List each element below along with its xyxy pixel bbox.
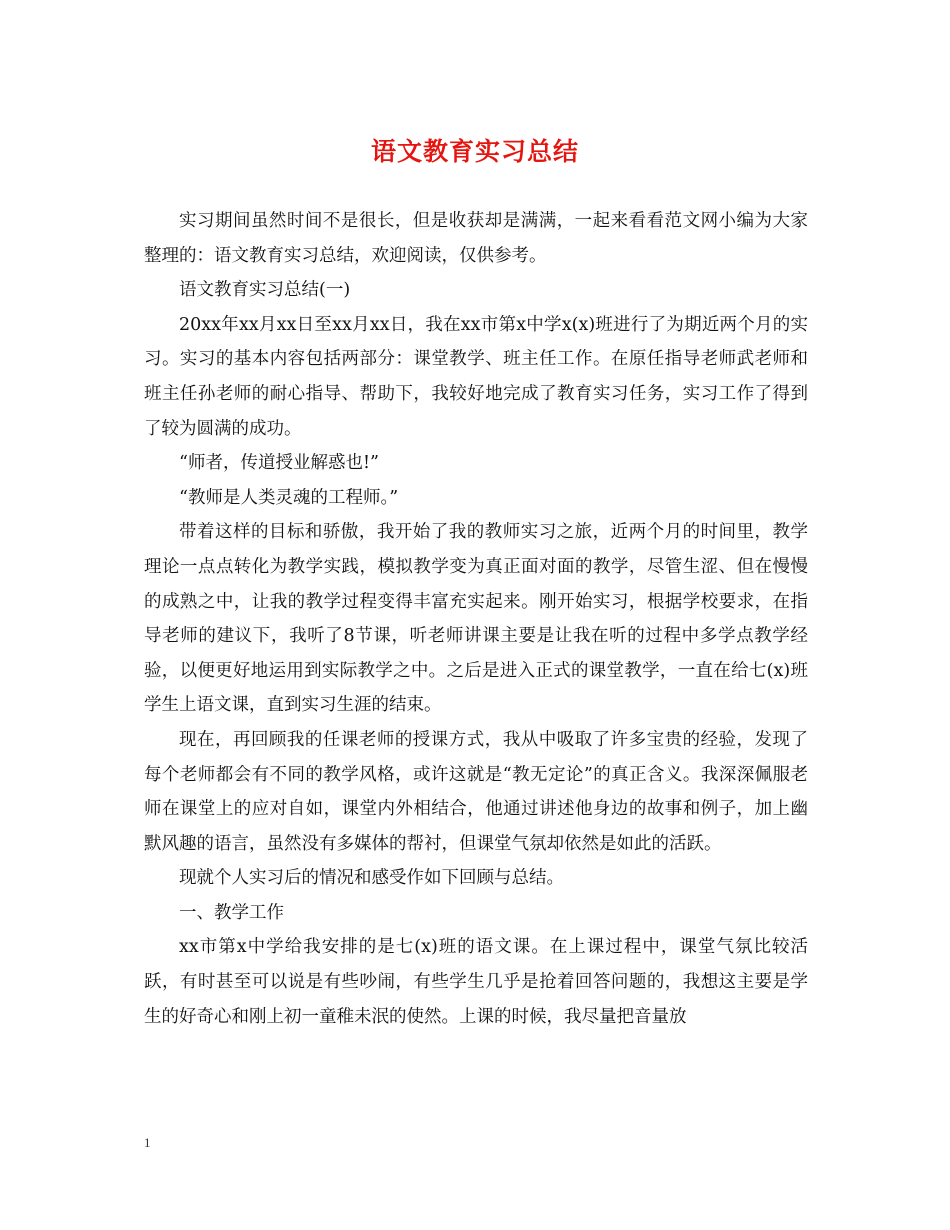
paragraph-section-heading: 语文教育实习总结(一) bbox=[179, 280, 351, 301]
paragraph-internship-overview: 20xx年xx月xx日至xx月xx日，我在xx市第x中学x(x)班进行了为期近两个月的实习。实习的基本内容包括两部分：课堂教学、班主任工作。在原任指导老师武老师和班主任孙老师的耐心指导、帮助下，我较好地完成了教育实习任务，实习工作了得到了较为圆满的成功。 bbox=[144, 314, 808, 439]
paragraph-journey: 带着这样的目标和骄傲，我开始了我的教师实习之旅，近两个月的时间里，教学理论一点点转化为教学实践，模拟教学变为真正面对面的教学，尽管生涩、但在慢慢的成熟之中，让我的教学过程变得丰富充实起来。刚开始实习，根据学校要求，在指导老师的建议下，我听了8节课，听老师讲课主要是让我在听的过程中多学点教学经验，以便更好地运用到实际教学之中。之后是进入正式的课堂教学，一直在给七(x)班学生上语文课，直到实习生涯的结束。 bbox=[144, 522, 808, 716]
paragraph-summary-intro: 现就个人实习后的情况和感受作如下回顾与总结。 bbox=[179, 868, 564, 889]
paragraph-reflection: 现在，再回顾我的任课老师的授课方式，我从中吸取了许多宝贵的经验，发现了每个老师都会有不同的教学风格，或许这就是“教无定论”的真正含义。我深深佩服老师在课堂上的应对自如，课堂内外相结合，他通过讲述他身边的故事和例子，加上幽默风趣的语言，虽然没有多媒体的帮衬，但课堂气氛却依然是如此的活跃。 bbox=[144, 729, 808, 854]
paragraph-intro: 实习期间虽然时间不是很长，但是收获却是满满，一起来看看范文网小编为大家整理的：语文教育实习总结，欢迎阅读，仅供参考。 bbox=[144, 211, 808, 266]
document-title: 语文教育实习总结 bbox=[370, 137, 579, 166]
page-number: 1 bbox=[144, 1135, 151, 1150]
paragraph-heading-teaching: 一、教学工作 bbox=[179, 902, 284, 923]
document-body bbox=[144, 204, 808, 1034]
paragraph-quote-engineer: “教师是人类灵魂的工程师。” bbox=[179, 487, 399, 508]
paragraph-quote-teacher: “师者，传道授业解惑也!” bbox=[179, 453, 379, 474]
paragraph-teaching-work: xx市第x中学给我安排的是七(x)班的语文课。在上课过程中，课堂气氛比较活跃，有时甚至可以说是有些吵闹，有些学生几乎是抢着回答问题的，我想这主要是学生的好奇心和刚上初一童稚未泯的使然。上课的时候，我尽量把音量放 bbox=[144, 937, 808, 1027]
